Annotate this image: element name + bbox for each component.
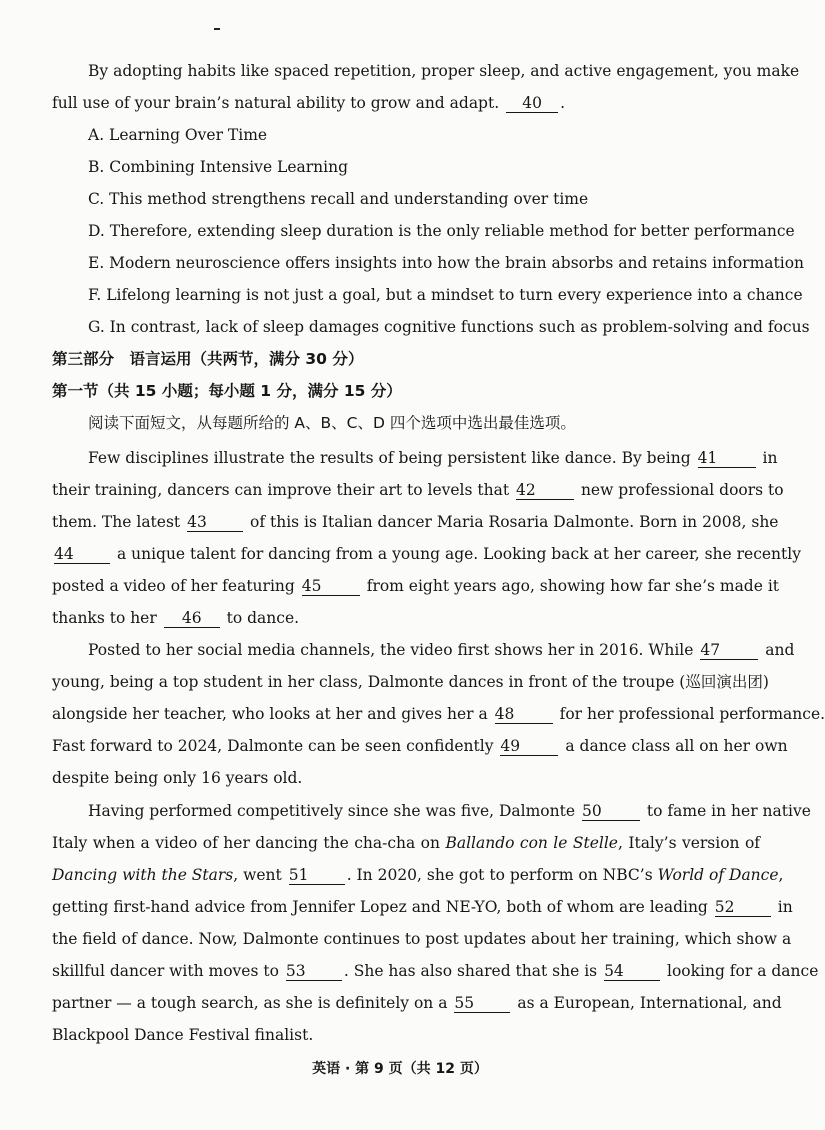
blank-40: 40 — [506, 94, 558, 113]
p3-line-2: Italy when a video of her dancing the cha-cha on Ballando con le Stelle, Italy’s version of — [52, 834, 761, 852]
p1-line-1: Few disciplines illustrate the results of being persistent like dance. By being 41 in — [88, 449, 778, 467]
top-paragraph-line-2: full use of your brain’s natural ability to grow and adapt. 40 . — [52, 94, 566, 112]
blank-46: 46 — [164, 609, 220, 628]
p3-line-4: getting first-hand advice from Jennifer Lopez and NE-YO, both of whom are leading 52 in — [52, 898, 793, 916]
p3-line-1: Having performed competitively since she was five, Dalmonte 50 to fame in her native — [88, 802, 811, 820]
blank-43: 43 — [187, 513, 243, 532]
option-b: B. Combining Intensive Learning — [88, 158, 349, 176]
option-e: E. Modern neuroscience offers insights into how the brain absorbs and retains information — [88, 254, 805, 272]
p1-line-3: them. The latest 43 of this is Italian dancer Maria Rosaria Dalmonte. Born in 2008, she — [52, 513, 779, 531]
p1-line-6: thanks to her 46 to dance. — [52, 609, 300, 627]
option-g: G. In contrast, lack of sleep damages cognitive functions such as problem-solving and focus — [88, 318, 810, 336]
blank-42: 42 — [516, 481, 574, 500]
p3-line-6: skillful dancer with moves to 53 . She has also shared that she is 54 looking for a dance — [52, 962, 819, 980]
p1-line-4: 44 a unique talent for dancing from a young age. Looking back at her career, she recently — [54, 545, 801, 563]
scan-mark — [214, 28, 220, 30]
part-heading: 第三部分 语言运用（共两节，满分 30 分） — [52, 350, 364, 368]
option-d: D. Therefore, extending sleep duration is the only reliable method for better performance — [88, 222, 795, 240]
blank-48: 48 — [495, 705, 553, 724]
instruction: 阅读下面短文，从每题所给的 A、B、C、D 四个选项中选出最佳选项。 — [88, 414, 576, 432]
blank-49: 49 — [500, 737, 558, 756]
p3-line-7: partner — a tough search, as she is definitely on a 55 as a European, International, and — [52, 994, 782, 1012]
blank-55: 55 — [454, 994, 510, 1013]
blank-52: 52 — [715, 898, 771, 917]
p3-line-3: Dancing with the Stars, went 51 . In 2020, she got to perform on NBC’s World of Dance, — [52, 866, 784, 884]
blank-53: 53 — [286, 962, 342, 981]
p2-line-5: despite being only 16 years old. — [52, 769, 303, 787]
blank-44: 44 — [54, 545, 110, 564]
blank-41: 41 — [698, 449, 756, 468]
top-paragraph-line-1: By adopting habits like spaced repetition, proper sleep, and active engagement, you make — [88, 62, 800, 80]
blank-54: 54 — [604, 962, 660, 981]
p2-line-1: Posted to her social media channels, the video first shows her in 2016. While 47 and — [88, 641, 795, 659]
blank-50: 50 — [582, 802, 640, 821]
option-c: C. This method strengthens recall and understanding over time — [88, 190, 589, 208]
p2-line-2: young, being a top student in her class, Dalmonte dances in front of the troupe (巡回演出团) — [52, 673, 769, 691]
blank-45: 45 — [302, 577, 360, 596]
p2-line-4: Fast forward to 2024, Dalmonte can be seen confidently 49 a dance class all on her own — [52, 737, 788, 755]
section-heading: 第一节（共 15 小题；每小题 1 分，满分 15 分） — [52, 382, 402, 400]
p3-line-5: the field of dance. Now, Dalmonte continues to post updates about her training, which show a — [52, 930, 792, 948]
p3-line-8: Blackpool Dance Festival finalist. — [52, 1026, 314, 1044]
option-a: A. Learning Over Time — [88, 126, 268, 144]
p1-line-5: posted a video of her featuring 45 from eight years ago, showing how far she’s made it — [52, 577, 780, 595]
p1-line-2: their training, dancers can improve their art to levels that 42 new professional doors to — [52, 481, 784, 499]
page-footer: 英语 · 第 9 页（共 12 页） — [312, 1061, 488, 1077]
option-f: F. Lifelong learning is not just a goal, but a mindset to turn every experience into a chance — [88, 286, 803, 304]
blank-47: 47 — [700, 641, 758, 660]
p2-line-3: alongside her teacher, who looks at her and gives her a 48 for her professional performance. — [52, 705, 825, 723]
blank-51: 51 — [289, 866, 345, 885]
